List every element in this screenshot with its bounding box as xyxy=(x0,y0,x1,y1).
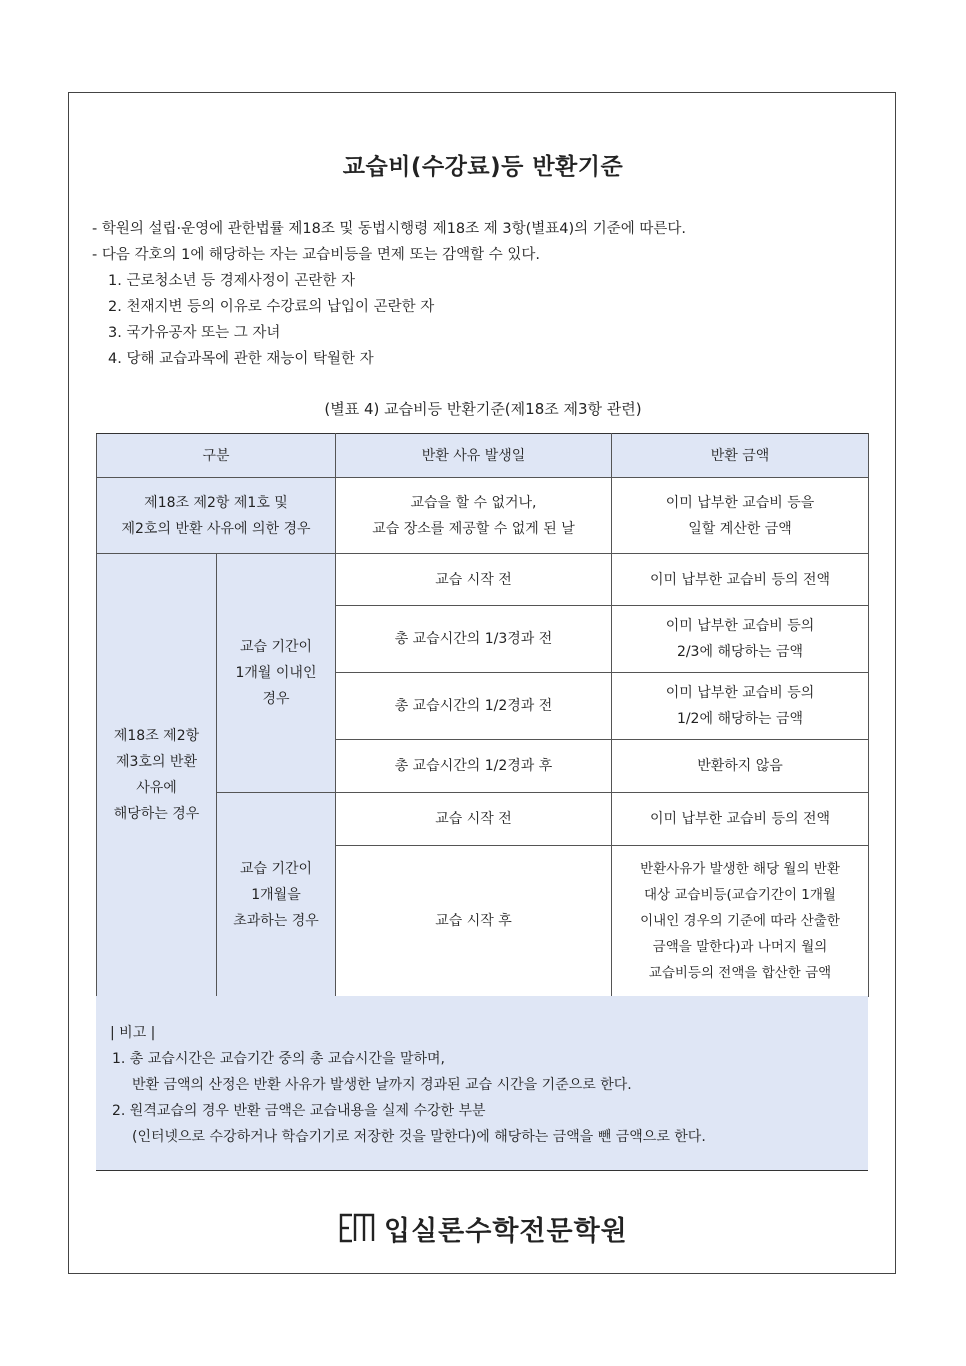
note-line-4: (인터넷으로 수강하거나 학습기기로 저장한 것을 말한다)에 해당하는 금액을 뺀 금액으로 한다. xyxy=(132,1129,706,1145)
sub1-label-text: 교습 기간이 1개월 이내인 경우 xyxy=(235,639,317,707)
exemption-item-1: 1. 근로청소년 등 경제사정이 곤란한 자 xyxy=(108,273,355,289)
sub1-row4-when: 총 교습시간의 1/2경과 후 xyxy=(336,740,612,793)
header-when: 반환 사유 발생일 xyxy=(336,434,612,478)
sub1-row3-when: 총 교습시간의 1/2경과 전 xyxy=(336,673,612,740)
academy-logo xyxy=(338,1208,628,1248)
notes-box xyxy=(96,996,868,1171)
exemption-item-2: 2. 천재지변 등의 이유로 수강료의 납입이 곤란한 자 xyxy=(108,299,435,315)
row-a-category xyxy=(97,478,336,554)
epsilon-m-logo-icon xyxy=(338,1212,376,1244)
sub1-row1-when: 교습 시작 전 xyxy=(336,554,612,606)
sub1-row2-amount-text: 이미 납부한 교습비 등의 2/3에 해당하는 금액 xyxy=(665,618,815,660)
table-caption: (별표 4) 교습비등 반환기준(제18조 제3항 관련) xyxy=(324,400,642,418)
sub2-label xyxy=(217,793,336,997)
exemption-item-4: 4. 당해 교습과목에 관한 재능이 탁월한 자 xyxy=(108,351,374,367)
note-line-1: 1. 총 교습시간은 교습기간 중의 총 교습시간을 말하며, xyxy=(112,1051,445,1067)
header-category: 구분 xyxy=(97,434,336,478)
sub1-row3-amount xyxy=(612,673,869,740)
group-b-category xyxy=(97,554,217,997)
row-a-when xyxy=(336,478,612,554)
page-title: 교습비(수강료)등 반환기준 xyxy=(342,154,624,180)
row-a-amount-text: 이미 납부한 교습비 등을 일할 계산한 금액 xyxy=(665,494,815,537)
intro-line-2: - 다음 각호의 1에 해당하는 자는 교습비등을 면제 또는 감액할 수 있다. xyxy=(92,247,540,263)
header-amount: 반환 금액 xyxy=(612,434,869,478)
row-a-amount xyxy=(612,478,869,554)
group-b-category-text: 제18조 제2항 제3호의 반환 사유에 해당하는 경우 xyxy=(113,728,200,822)
notes-heading: | 비고 | xyxy=(110,1025,156,1041)
sub1-row2-amount xyxy=(612,606,869,673)
row-a-category-text: 제18조 제2항 제1호 및 제2호의 반환 사유에 의한 경우 xyxy=(121,494,311,537)
sub2-row2-amount-text: 반환사유가 발생한 해당 월의 반환 대상 교습비등(교습기간이 1개월 이내인 경우의 기준에 따라 산출한 금액을 말한다)과 나머지 월의 교습비등의 전액을 합산한 금액 xyxy=(640,861,840,981)
sub2-row1-amount: 이미 납부한 교습비 등의 전액 xyxy=(612,793,869,846)
sub1-row1-amount: 이미 납부한 교습비 등의 전액 xyxy=(612,554,869,606)
sub1-row4-amount: 반환하지 않음 xyxy=(612,740,869,793)
sub2-row1-when: 교습 시작 전 xyxy=(336,793,612,846)
note-line-2: 반환 금액의 산정은 반환 사유가 발생한 날까지 경과된 교습 시간을 기준으로 한다. xyxy=(132,1077,632,1093)
sub1-label xyxy=(217,554,336,793)
note-line-3: 2. 원격교습의 경우 반환 금액은 교습내용을 실제 수강한 부분 xyxy=(112,1103,486,1119)
sub2-label-text: 교습 기간이 1개월을 초과하는 경우 xyxy=(233,860,319,929)
academy-name: 입실론수학전문학원 xyxy=(384,1215,628,1247)
sub1-row2-when: 총 교습시간의 1/3경과 전 xyxy=(336,606,612,673)
sub1-row3-amount-text: 이미 납부한 교습비 등의 1/2에 해당하는 금액 xyxy=(665,685,815,727)
refund-table xyxy=(96,433,869,997)
exemption-item-3: 3. 국가유공자 또는 그 자녀 xyxy=(108,325,281,341)
sub2-row2-amount xyxy=(612,846,869,997)
row-a-when-text: 교습을 할 수 없거나, 교습 장소를 제공할 수 없게 된 날 xyxy=(372,494,575,537)
intro-line-1: - 학원의 설립·운영에 관한법률 제18조 및 동법시행령 제18조 제 3항(별표4)의 기준에 따른다. xyxy=(92,221,687,237)
sub2-row2-when: 교습 시작 후 xyxy=(336,846,612,997)
